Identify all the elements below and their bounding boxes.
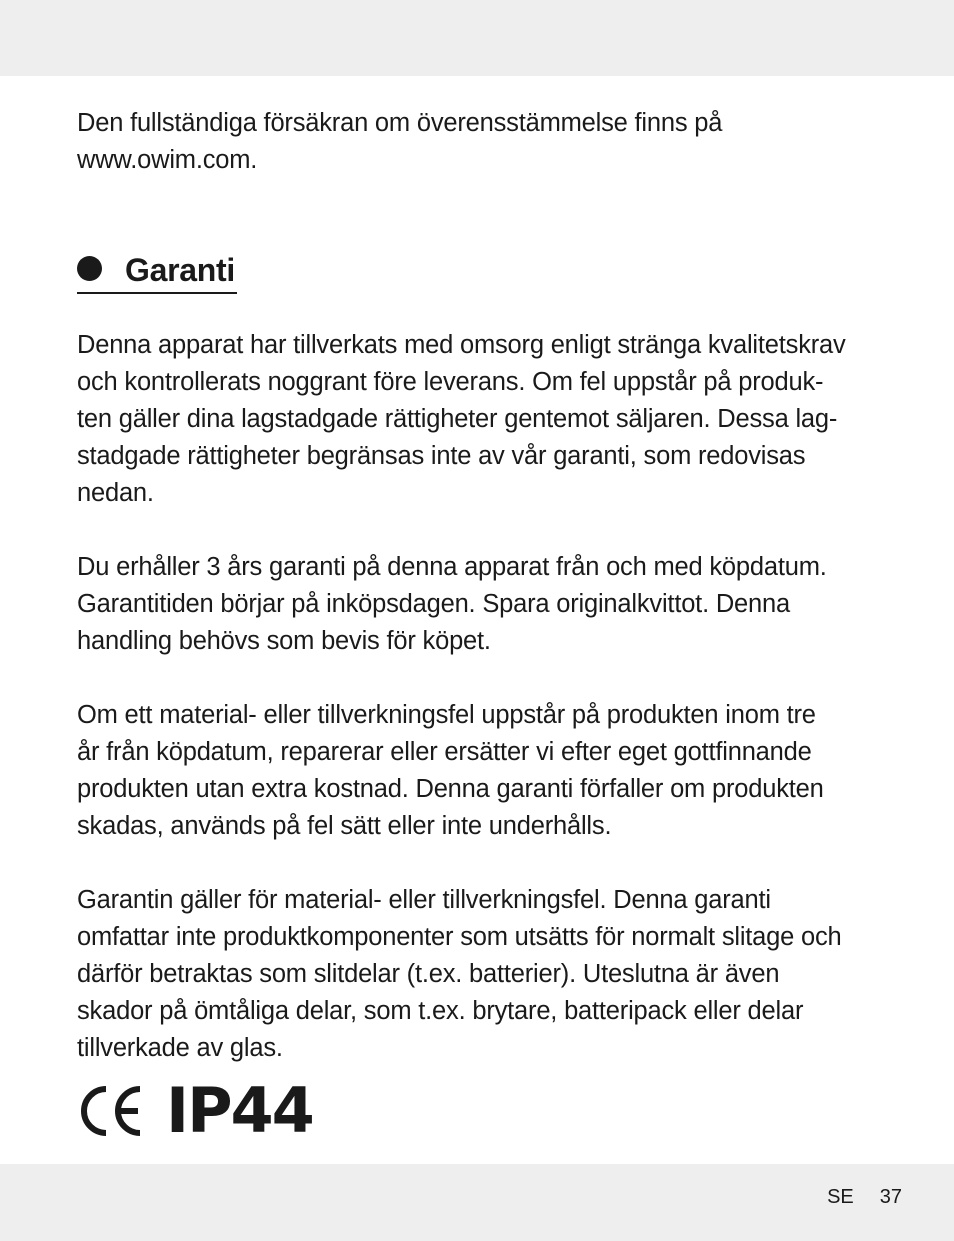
paragraph-warranty-period xyxy=(77,549,877,660)
paragraph-line: produkten utan extra kostnad. Denna garanti förfaller om produkten xyxy=(77,775,824,803)
paragraph-quality xyxy=(77,327,877,512)
section-title: Garanti xyxy=(125,252,235,288)
paragraph-line: stadgade rättigheter begränsas inte av vår garanti, som redovisas xyxy=(77,442,806,470)
section-heading xyxy=(77,248,237,294)
page-number: 37 xyxy=(879,1186,902,1208)
paragraph-line: Garantitiden börjar på inköpsdagen. Spara originalkvittot. Denna xyxy=(77,590,790,618)
paragraph-line: Om ett material- eller tillverkningsfel uppstår på produkten inom tre xyxy=(77,701,816,729)
paragraph-line: skador på ömtåliga delar, som t.ex. brytare, batteripack eller delar xyxy=(77,997,804,1025)
paragraph-line: handling behövs som bevis för köpet. xyxy=(77,627,491,655)
header-band xyxy=(0,0,954,76)
intro-line: Den fullständiga försäkran om överensstämmelse finns på xyxy=(77,109,723,137)
intro-line: www.owim.com. xyxy=(77,146,258,174)
paragraph-coverage xyxy=(77,882,877,1067)
paragraph-line: omfattar inte produktkomponenter som utsätts för normalt slitage och xyxy=(77,923,842,951)
certification-marks xyxy=(76,1074,313,1147)
paragraph-line: nedan. xyxy=(77,479,154,507)
ce-mark-icon xyxy=(76,1083,144,1139)
paragraph-line: tillverkade av glas. xyxy=(77,1034,283,1062)
paragraph-line: skadas, används på fel sätt eller inte underhålls. xyxy=(77,812,612,840)
paragraph-line: ten gäller dina lagstadgade rättigheter gentemot säljaren. Dessa lag- xyxy=(77,405,838,433)
language-code: SE xyxy=(827,1186,854,1208)
paragraph-line: därför betraktas som slitdelar (t.ex. batterier). Uteslutna är även xyxy=(77,960,780,988)
paragraph-line: Garantin gäller för material- eller tillverkningsfel. Denna garanti xyxy=(77,886,771,914)
page-footer xyxy=(827,1186,902,1209)
paragraph-defects xyxy=(77,697,877,845)
bullet-icon xyxy=(77,256,102,281)
paragraph-line: Denna apparat har tillverkats med omsorg enligt stränga kvalitetskrav xyxy=(77,331,846,359)
ip-rating-mark: IP44 xyxy=(166,1074,313,1147)
intro-paragraph xyxy=(77,105,877,179)
paragraph-line: och kontrollerats noggrant före leverans. Om fel uppstår på produk- xyxy=(77,368,824,396)
paragraph-line: Du erhåller 3 års garanti på denna apparat från och med köpdatum. xyxy=(77,553,827,581)
paragraph-line: år från köpdatum, reparerar eller ersätter vi efter eget gottfinnande xyxy=(77,738,812,766)
footer-band xyxy=(0,1164,954,1241)
